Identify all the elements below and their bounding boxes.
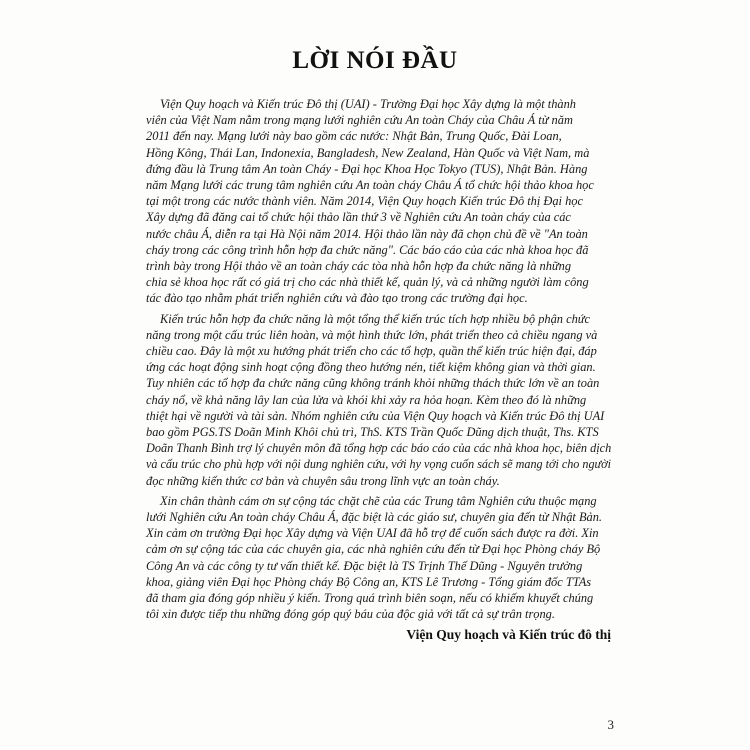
text-line: Hồng Kông, Thái Lan, Indonexia, Bangladesh, New Zealand, Hàn Quốc và Việt Nam, mà bbox=[146, 145, 590, 160]
text-line: Tuy nhiên các tổ hợp đa chức năng cũng không tránh khỏi những thách thức lớn về an toàn bbox=[146, 376, 600, 391]
page-number: 3 bbox=[607, 717, 614, 732]
text-line: nước châu Á, diễn ra tại Hà Nội năm 2014. Hội thảo lần này đã chọn chủ đề về "An toàn bbox=[146, 226, 588, 241]
text-line: năm Mạng lưới các trung tâm nghiên cứu An toàn cháy Châu Á tổ chức hội thảo khoa học bbox=[146, 178, 594, 193]
text-line: khoa, giảng viên Đại học Phòng cháy Bộ Công an, KTS Lê Trương - Tổng giám đốc TTAs bbox=[146, 574, 592, 589]
text-line: ứng các hoạt động sinh hoạt cộng đồng theo hướng nén, tiết kiệm không gian và thời gian. bbox=[146, 360, 596, 375]
text-line: đứng đầu là Trung tâm An toàn Cháy - Đại học Khoa Học Tokyo (TUS), Nhật Bản. Hàng bbox=[146, 161, 588, 176]
text-line: Viện Quy hoạch và Kiến trúc Đô thị (UAI) - Trường Đại học Xây dựng là một thành bbox=[160, 97, 576, 111]
text-line: cảm ơn sự cộng tác của các chuyên gia, các nhà nghiên cứu đến từ Đại học Phòng cháy Bộ bbox=[146, 542, 601, 557]
signature: Viện Quy hoạch và Kiến trúc đô thị bbox=[406, 627, 611, 642]
text-line: viên của Việt Nam nằm trong mạng lưới nghiên cứu An toàn Cháy của Châu Á từ năm bbox=[146, 113, 573, 128]
text-line: và cấu trúc cho phù hợp với nội dung nghiên cứu, với hy vọng cuốn sách sẽ mang tới cho người bbox=[146, 457, 611, 472]
text-line: đã tham gia đóng góp nhiều ý kiến. Trong quá trình biên soạn, nếu có khiếm khuyết chúng bbox=[146, 591, 594, 606]
paragraph bbox=[146, 493, 611, 623]
text-line: cháy trong các công trình hỗn hợp đa chức năng". Các báo cáo của các nhà khoa học đã bbox=[146, 242, 589, 257]
text-line: đọc những kiến thức cơ bản và chuyên sâu trong lĩnh vực an toàn cháy. bbox=[146, 473, 500, 488]
text-line: cháy nổ, về khả năng lây lan của lửa và khói khi xảy ra hỏa hoạn. Kèm theo đó là những bbox=[146, 392, 587, 407]
text-line: bao gồm PGS.TS Doãn Minh Khôi chủ trì, ThS. KTS Trần Quốc Dũng dịch thuật, Ths. KTS bbox=[146, 425, 599, 440]
text-line: Xin cảm ơn trường Đại học Xây dựng và Viện UAI đã hỗ trợ để cuốn sách được ra đời. Xin bbox=[146, 526, 599, 541]
text-line: trình bày trong Hội thảo về an toàn cháy các tòa nhà hỗn hợp đa chức năng là những bbox=[146, 259, 572, 274]
text-line: thiệt hại về người và tài sản. Nhóm nghiên cứu của Viện Quy hoạch và Kiến trúc Đô thị UAI bbox=[146, 408, 605, 423]
text-line: chiều cao. Đây là một xu hướng phát triển cho các tổ hợp, quần thể kiến trúc hiện đại, đáp bbox=[146, 344, 597, 359]
text-line: Doãn Thanh Bình trợ lý chuyên môn đã tổng hợp các báo cáo của các nhà khoa học, biên dịch bbox=[146, 441, 612, 456]
preface-body bbox=[146, 96, 611, 623]
text-line: năng trong một cấu trúc liên hoàn, và một hình thức lớn, phát triển theo cả chiều ngang và bbox=[146, 327, 598, 342]
paragraph bbox=[146, 96, 611, 307]
text-line: Xây dựng đã đăng cai tổ chức hội thảo lần thứ 3 về Nghiên cứu An toàn cháy của các bbox=[146, 210, 571, 225]
text-line: Kiến trúc hỗn hợp đa chức năng là một tổng thể kiến trúc tích hợp nhiều bộ phận chức bbox=[160, 311, 591, 326]
text-line: tôi xin được tiếp thu những đóng góp quý báu của độc giả với tất cả sự trân trọng. bbox=[146, 607, 555, 622]
text-line: lưới Nghiên cứu An toàn cháy Châu Á, đặc biệt là các giáo sư, chuyên gia đến từ Nhật Bản. bbox=[146, 510, 603, 525]
paragraph bbox=[146, 311, 611, 489]
text-line: 2011 đến nay. Mạng lưới này bao gồm các nước: Nhật Bản, Trung Quốc, Đài Loan, bbox=[146, 129, 562, 144]
text-line: tác đào tạo nhằm phát triển nghiên cứu và đào tạo trong các trường đại học. bbox=[146, 291, 528, 306]
text-line: Xin chân thành cám ơn sự cộng tác chặt chẽ của các Trung tâm Nghiên cứu thuộc mạng bbox=[159, 493, 597, 508]
text-line: Công An và các công ty tư vấn thiết kế. Đặc biệt là TS Trịnh Thế Dũng - Nguyên trưởng bbox=[146, 558, 583, 573]
text-line: tại một trong các nước thành viên. Năm 2014, Viện Quy hoạch Kiến trúc Đô thị Đại học bbox=[146, 194, 583, 209]
text-line: chia sẻ khoa học rất có giá trị cho các nhà thiết kế, quản lý, và cả những người làm công bbox=[146, 275, 589, 290]
page-title: LỜI NÓI ĐẦU bbox=[292, 47, 458, 74]
